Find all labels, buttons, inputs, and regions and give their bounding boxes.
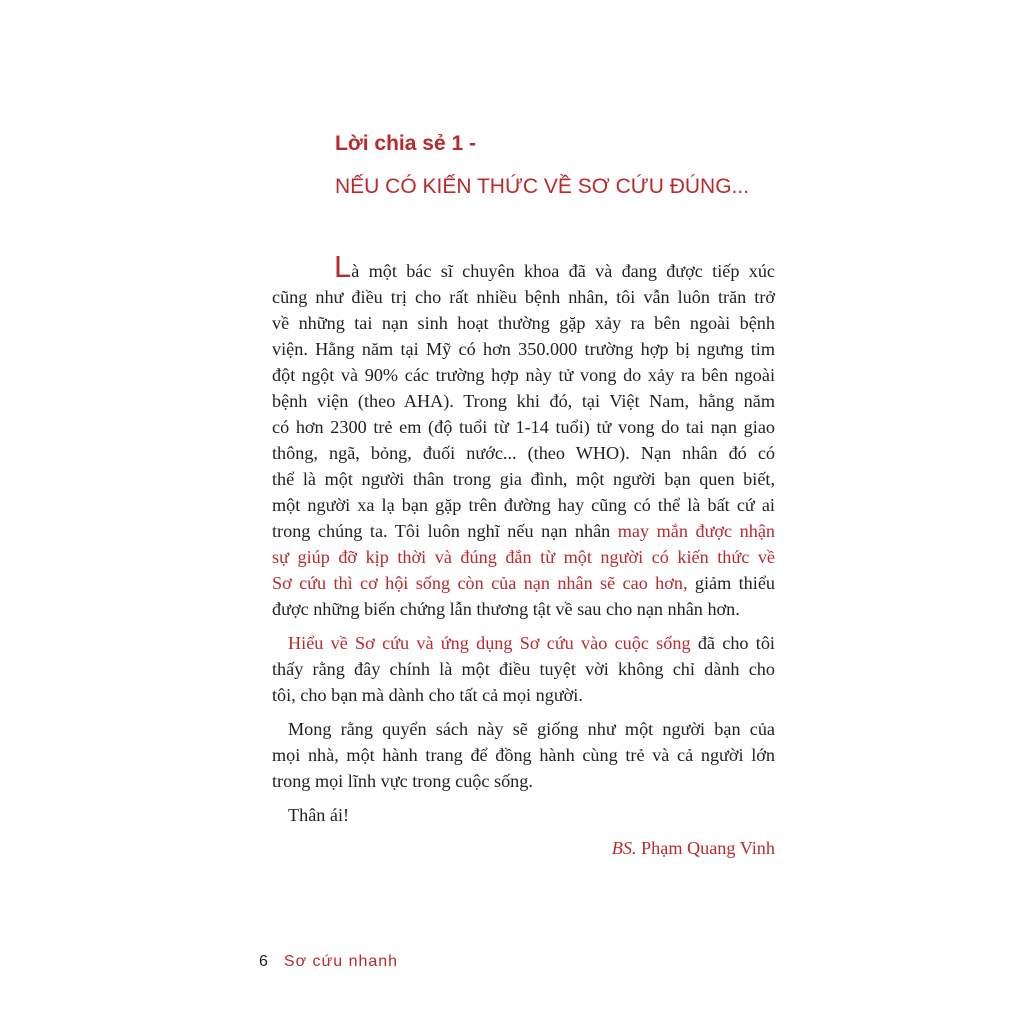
text-line: thể là một người thân trong gia đình, một người bạn quen biết, — [272, 469, 775, 489]
running-title: Sơ cứu nhanh — [283, 953, 399, 970]
paragraph-3 — [272, 716, 775, 794]
text-line: Hiểu về Sơ cứu và ứng dụng Sơ cứu vào cuộc sống đã cho tôi — [288, 633, 775, 653]
text-line: đột ngột và 90% các trường hợp này tử vong do xảy ra bên ngoài — [272, 365, 775, 385]
text-line: trong chúng ta. Tôi luôn nghĩ nếu nạn nhân may mắn được nhận — [272, 521, 776, 541]
text-line: thấy rằng đây chính là một điều tuyệt vời không chỉ dành cho — [272, 659, 775, 679]
text-line: cũng như điều trị cho rất nhiều bệnh nhân, tôi vẫn luôn trăn trở — [272, 287, 775, 307]
drop-cap: L — [334, 249, 352, 284]
chapter-subheading: NẾU CÓ KIẾN THỨC VỀ SƠ CỨU ĐÚNG... — [335, 175, 750, 198]
author-signature — [612, 838, 775, 859]
page-footer — [259, 953, 398, 971]
highlighted-text: sự giúp đỡ kịp thời và đúng đắn từ một người có kiến thức về — [272, 547, 775, 567]
author-title: BS. — [611, 838, 637, 858]
text-line: bệnh viện (theo AHA). Trong khi đó, tại Việt Nam, hằng năm — [272, 391, 775, 411]
text-line: một người xa lạ bạn gặp trên đường hay cũng có thể là bất cứ ai — [272, 495, 775, 515]
paragraph-1 — [272, 249, 776, 622]
author-name: Phạm Quang Vinh — [636, 838, 775, 858]
text-line: viện. Hằng năm tại Mỹ có hơn 350.000 trường hợp bị ngưng tim — [272, 339, 775, 359]
highlighted-text: Hiểu về Sơ cứu và ứng dụng Sơ cứu vào cuộc sống — [288, 633, 691, 653]
body-text — [272, 249, 776, 828]
highlighted-text: Sơ cứu thì cơ hội sống còn của nạn nhân sẽ cao hơn, — [272, 573, 688, 593]
text-line: trong mọi lĩnh vực trong cuộc sống. — [272, 771, 533, 791]
chapter-heading: Lời chia sẻ 1 - — [335, 132, 476, 155]
closing-line: Thân ái! — [288, 805, 350, 825]
text-line: thông, ngã, bỏng, đuối nước... (theo WHO). Nạn nhân đó có — [272, 443, 775, 463]
text-line: được những biến chứng lẫn thương tật về sau cho nạn nhân hơn. — [272, 599, 740, 619]
highlighted-text: may mắn được nhận — [617, 521, 776, 541]
paragraph-2 — [272, 630, 775, 708]
text-line: Mong rằng quyển sách này sẽ giống như một người bạn của — [288, 719, 775, 739]
text-line: về những tai nạn sinh hoạt thường gặp xảy ra bên ngoài bệnh — [272, 313, 775, 333]
text-line: mọi nhà, một hành trang để đồng hành cùng trẻ và cả người lớn — [272, 745, 775, 765]
text-line: tôi, cho bạn mà dành cho tất cả mọi người. — [272, 685, 583, 705]
text-line: Sơ cứu thì cơ hội sống còn của nạn nhân sẽ cao hơn, giảm thiểu — [272, 573, 776, 593]
text-line: Là một bác sĩ chuyên khoa đã và đang được tiếp xúc — [334, 249, 775, 284]
text-line: có hơn 2300 trẻ em (độ tuổi từ 1-14 tuổi) tử vong do tai nạn giao — [272, 417, 775, 437]
page-number: 6 — [259, 953, 268, 970]
